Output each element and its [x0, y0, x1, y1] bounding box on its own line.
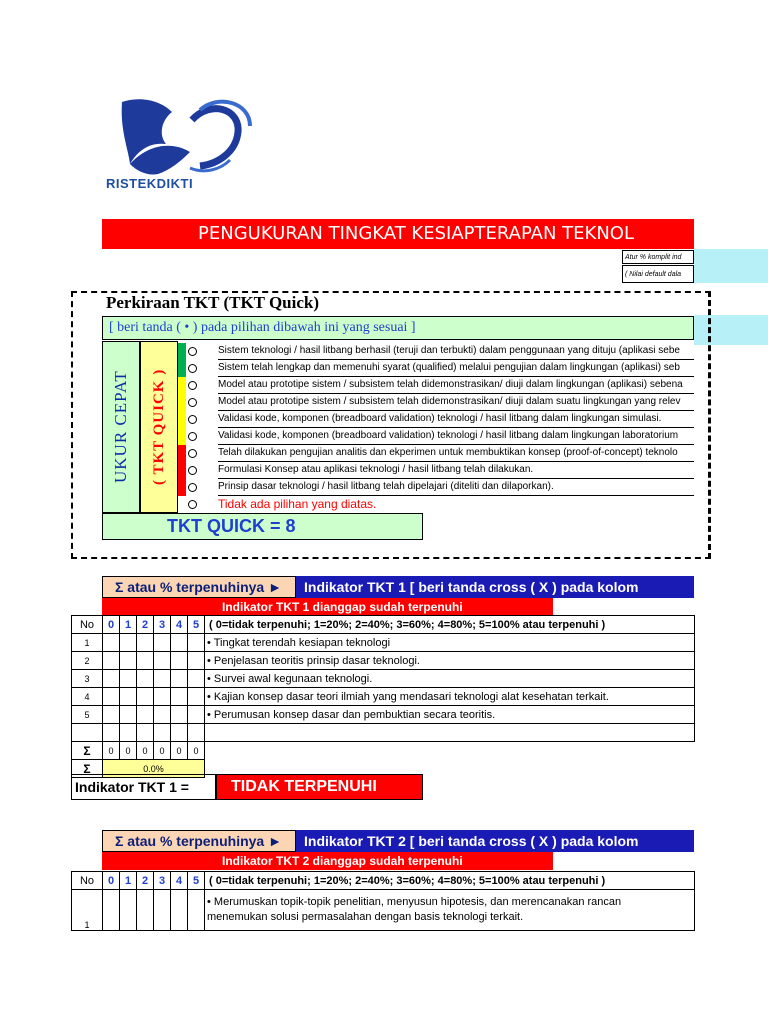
option-radio[interactable]	[188, 347, 197, 356]
score-cell[interactable]	[188, 724, 205, 742]
table-row	[72, 670, 695, 688]
score-cell[interactable]	[120, 688, 137, 706]
level-color-strip	[178, 394, 186, 411]
ind1-table	[71, 615, 695, 778]
ind1-scale-legend: ( 0=tidak terpenuhi; 1=20%; 2=40%; 3=60%; 4=80%; 5=100% atau terpenuhi )	[205, 616, 695, 634]
option-radio[interactable]	[188, 364, 197, 373]
ind1-scale-1: 1	[120, 616, 137, 634]
option-radio[interactable]	[188, 398, 197, 407]
option-radio[interactable]	[188, 415, 197, 424]
note-default: ( Nilai default dala	[622, 265, 694, 283]
row-number: 2	[72, 652, 103, 670]
tkt-quick-result: TKT QUICK = 8	[102, 513, 423, 540]
score-cell[interactable]	[171, 652, 188, 670]
indicator-text: • Tingkat terendah kesiapan teknologi	[205, 634, 695, 652]
tkt-quick-vertical-label: ( TKT QUICK )	[151, 368, 167, 486]
score-cell[interactable]	[154, 670, 171, 688]
level-color-strip	[178, 445, 186, 462]
ind2-row-text	[205, 890, 695, 931]
option-radio[interactable]	[188, 500, 197, 509]
option-radio[interactable]	[188, 381, 197, 390]
ind2-cell-5[interactable]	[188, 890, 205, 931]
tkt-quick-heading: Perkiraan TKT (TKT Quick)	[106, 293, 320, 312]
ind2-cell-3[interactable]	[154, 890, 171, 931]
ind2-cell-1[interactable]	[120, 890, 137, 931]
table-row	[72, 724, 695, 742]
score-cell[interactable]	[137, 688, 154, 706]
level-color-strip	[178, 411, 186, 428]
score-cell[interactable]	[137, 634, 154, 652]
score-cell[interactable]	[103, 652, 120, 670]
indicator-text: • Penjelasan teoritis prinsip dasar teknologi.	[205, 652, 695, 670]
level-color-strip	[178, 462, 186, 479]
ind2-row-text-line2: menemukan solusi permasalahan dengan basis teknologi terkait.	[207, 911, 524, 923]
score-cell[interactable]	[137, 670, 154, 688]
option-radio[interactable]	[188, 449, 197, 458]
score-cell[interactable]	[188, 652, 205, 670]
score-cell[interactable]	[154, 688, 171, 706]
ind2-row-text-line1: • Merumuskan topik-topik penelitian, menyusun hipotesis, dan merencanakan rancan	[207, 896, 622, 908]
row-number: 1	[72, 634, 103, 652]
ind1-scale-2: 2	[137, 616, 154, 634]
score-cell[interactable]	[120, 724, 137, 742]
ind1-sum-4: 0	[171, 742, 188, 760]
table-row	[72, 706, 695, 724]
score-cell[interactable]	[103, 670, 120, 688]
score-cell[interactable]	[120, 670, 137, 688]
note-highlight	[694, 249, 768, 283]
option-label: Tidak ada pilihan yang diatas.	[218, 497, 377, 511]
option-label: Sistem telah lengkap dan memenuhi syarat (qualified) melalui pengujian dalam lingkungan (aplikasi) seb	[218, 360, 694, 377]
ind1-result-value: TIDAK TERPENUHI	[216, 774, 423, 800]
score-cell[interactable]	[103, 724, 120, 742]
ind2-scale-2: 2	[137, 872, 154, 890]
table-row	[72, 652, 695, 670]
ind1-fulfilled-note: Indikator TKT 1 dianggap sudah terpenuhi	[216, 598, 553, 616]
score-cell[interactable]	[171, 670, 188, 688]
score-cell[interactable]	[171, 724, 188, 742]
score-cell[interactable]	[188, 706, 205, 724]
ind1-title: Indikator TKT 1 [ beri tanda cross ( X ) pada kolom	[296, 576, 694, 598]
indicator-text: • Perumusan konsep dasar dan pembuktian secara teoritis.	[205, 706, 695, 724]
score-cell[interactable]	[103, 706, 120, 724]
ind1-scale-5: 5	[188, 616, 205, 634]
ind2-cell-0[interactable]	[103, 890, 120, 931]
level-color-strip	[178, 343, 186, 360]
option-label: Validasi kode, komponen (breadboard validation) teknologi / hasil litbang dalam lingkungan laboratorium	[218, 428, 694, 445]
score-cell[interactable]	[154, 634, 171, 652]
table-row	[72, 688, 695, 706]
ind1-sigma-label: Σ atau % terpenuhinya ►	[102, 576, 296, 598]
level-color-strip	[178, 428, 186, 445]
row-number	[72, 724, 103, 742]
ind2-scale-legend: ( 0=tidak terpenuhi; 1=20%; 2=40%; 3=60%; 4=80%; 5=100% atau terpenuhi )	[205, 872, 695, 890]
ind2-sigma-label: Σ atau % terpenuhinya ►	[102, 830, 296, 852]
option-label: Validasi kode, komponen (breadboard validation) teknologi / hasil litbang dalam lingkungan simulasi.	[218, 411, 694, 428]
ind1-percent: 0.0%	[103, 760, 205, 778]
option-label: Model atau prototipe sistem / subsistem telah didemonstrasikan/ diuji dalam suatu lingkungan yang relev	[218, 394, 694, 411]
score-cell[interactable]	[171, 688, 188, 706]
ind1-red-bar	[102, 598, 216, 616]
ind1-scale-3: 3	[154, 616, 171, 634]
option-radio[interactable]	[188, 483, 197, 492]
score-cell[interactable]	[154, 652, 171, 670]
ind2-scale-4: 4	[171, 872, 188, 890]
score-cell[interactable]	[188, 688, 205, 706]
option-label: Prinsip dasar teknologi / hasil litbang telah dipelajari (diteliti dan dilaporkan).	[218, 479, 694, 496]
ind1-sigma-percent-label: Σ	[72, 760, 103, 778]
ind1-sum-2: 0	[137, 742, 154, 760]
option-label: Model atau prototipe sistem / subsistem telah didemonstrasikan/ diuji dalam lingkungan (aplikasi) sebena	[218, 377, 694, 394]
ind2-table	[71, 871, 695, 931]
score-cell[interactable]	[120, 652, 137, 670]
ind1-sum-5: 0	[188, 742, 205, 760]
indicator-text: • Kajian konsep dasar teori ilmiah yang mendasari teknologi alat kesehatan terkait.	[205, 688, 695, 706]
ind2-no-header: No	[72, 872, 103, 890]
level-color-strip	[178, 479, 186, 496]
row-number: 5	[72, 706, 103, 724]
score-cell[interactable]	[120, 634, 137, 652]
level-color-strip	[178, 377, 186, 394]
score-cell[interactable]	[188, 670, 205, 688]
score-cell[interactable]	[154, 706, 171, 724]
ind1-sigma: Σ	[72, 742, 103, 760]
score-cell[interactable]	[154, 724, 171, 742]
score-cell[interactable]	[188, 634, 205, 652]
ind2-scale-3: 3	[154, 872, 171, 890]
ind1-no-header: No	[72, 616, 103, 634]
level-color-strip	[178, 496, 186, 513]
score-cell[interactable]	[171, 634, 188, 652]
ind2-cell-4[interactable]	[171, 890, 188, 931]
ind2-fulfilled-note: Indikator TKT 2 dianggap sudah terpenuhi	[216, 852, 553, 870]
ind2-title: Indikator TKT 2 [ beri tanda cross ( X ) pada kolom	[296, 830, 694, 852]
ind1-result-label: Indikator TKT 1 =	[71, 774, 216, 800]
indicator-text	[205, 724, 695, 742]
score-cell[interactable]	[103, 688, 120, 706]
score-cell[interactable]	[137, 652, 154, 670]
ind1-sum-3: 0	[154, 742, 171, 760]
option-radio[interactable]	[188, 432, 197, 441]
page-title: PENGUKURAN TINGKAT KESIAPTERAPAN TEKNOL	[102, 219, 694, 249]
level-color-strip	[178, 360, 186, 377]
option-label: Formulasi Konsep atau aplikasi teknologi / hasil litbang telah dilakukan.	[218, 462, 694, 479]
ind2-red-bar	[102, 852, 216, 870]
ind2-scale-1: 1	[120, 872, 137, 890]
score-cell[interactable]	[137, 724, 154, 742]
logo-wordmark: RISTEKDIKTI	[106, 176, 194, 191]
ind1-sum-spacer	[205, 742, 695, 760]
option-label: Telah dilakukan pengujian analitis dan ekperimen untuk membuktikan konsep (proof-of-concept) teknolo	[218, 445, 694, 462]
row-number: 3	[72, 670, 103, 688]
score-cell[interactable]	[103, 634, 120, 652]
indicator-text: • Survei awal kegunaan teknologi.	[205, 670, 695, 688]
note-komplit: Atur % komplit ind	[622, 250, 694, 264]
score-cell[interactable]	[137, 706, 154, 724]
ind1-sum-1: 0	[120, 742, 137, 760]
ukur-cepat-label: UKUR CEPAT	[111, 370, 130, 484]
score-cell[interactable]	[171, 706, 188, 724]
ind1-scale-4: 4	[171, 616, 188, 634]
table-row	[72, 634, 695, 652]
option-label: Sistem teknologi / hasil litbang berhasil (teruji dan terbukti) dalam penggunaan yang dituju (aplikasi sebe	[218, 343, 694, 360]
row-number: 4	[72, 688, 103, 706]
ind2-scale-5: 5	[188, 872, 205, 890]
score-cell[interactable]	[120, 706, 137, 724]
ind2-row-no: 1	[72, 890, 103, 931]
ind1-sum-0: 0	[103, 742, 120, 760]
tkt-quick-hint: [ beri tanda ( • ) pada pilihan dibawah ini yang sesuai ]	[102, 316, 694, 340]
option-radio[interactable]	[188, 466, 197, 475]
ind1-scale-0: 0	[103, 616, 120, 634]
ind2-scale-0: 0	[103, 872, 120, 890]
ind2-cell-2[interactable]	[137, 890, 154, 931]
